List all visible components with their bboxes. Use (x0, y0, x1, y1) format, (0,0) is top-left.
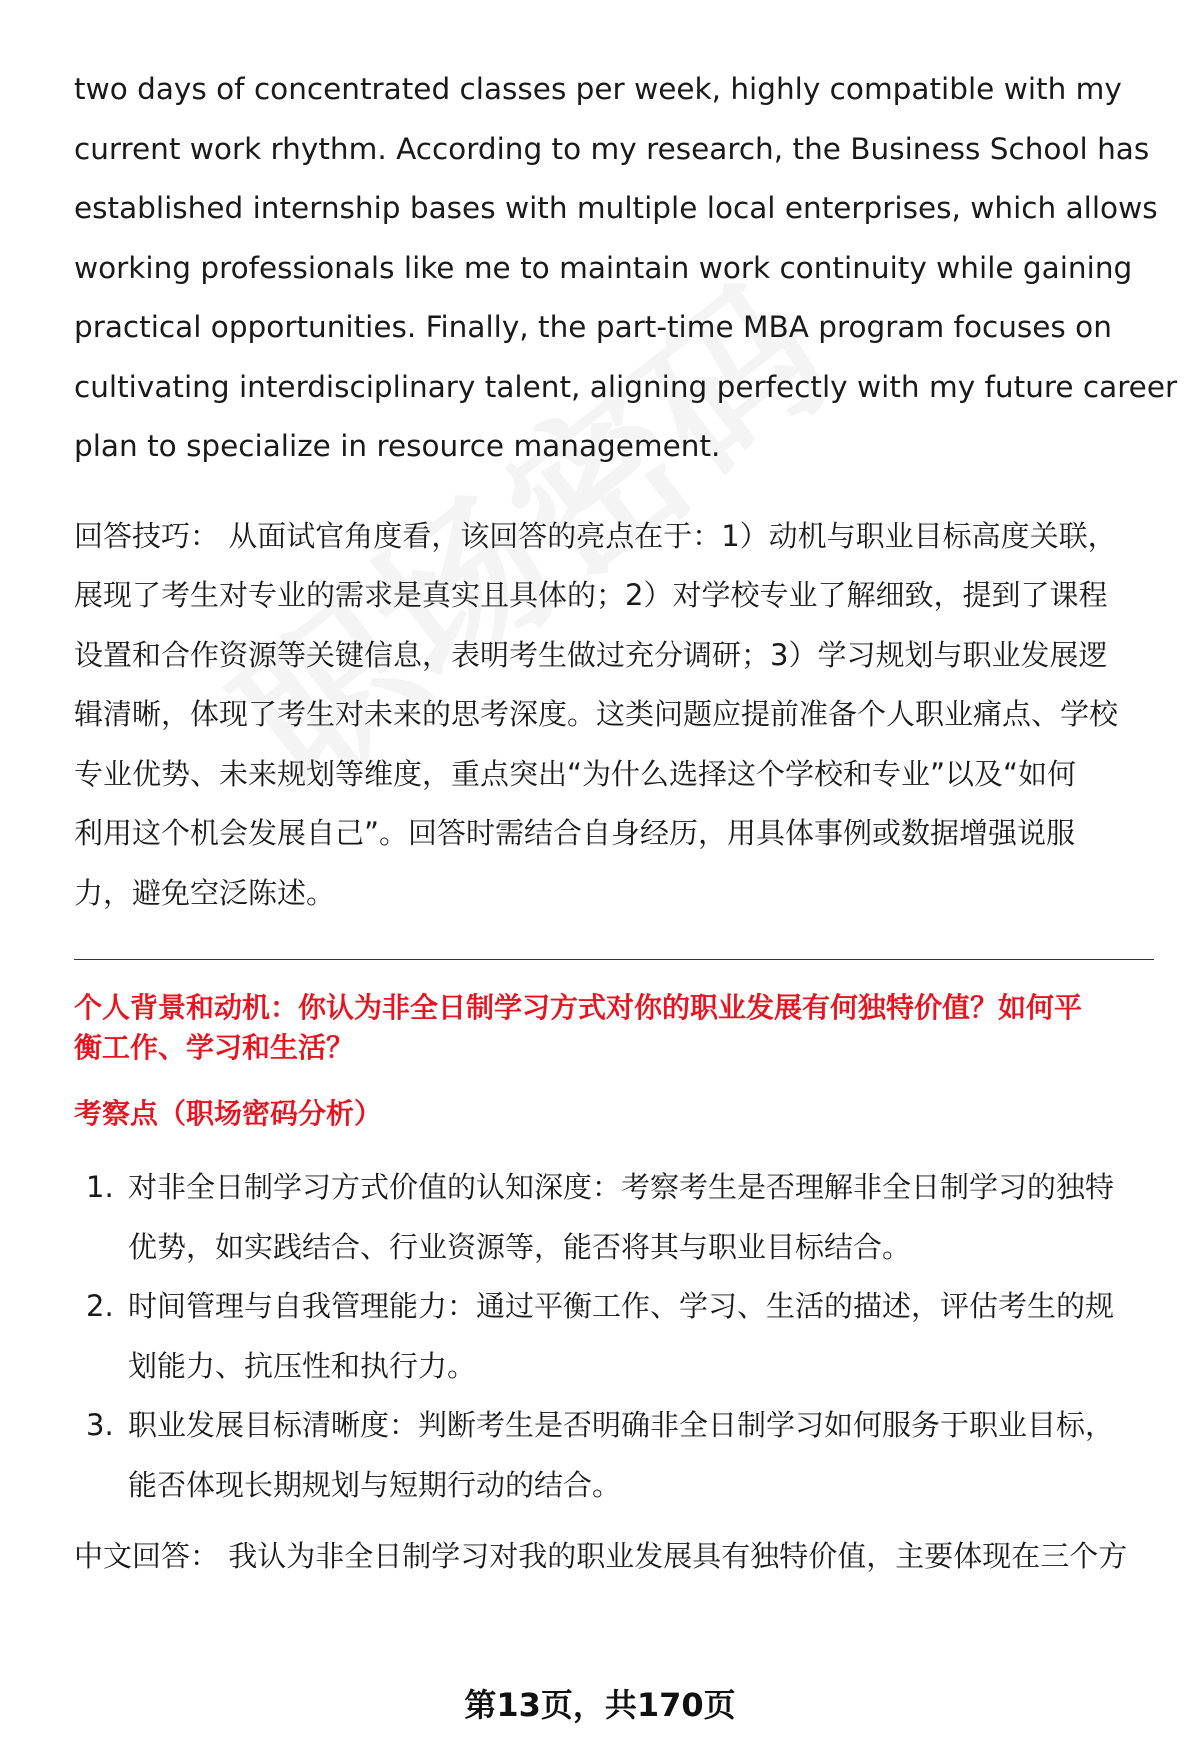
analysis-item (74, 1158, 1154, 1277)
question-line: 衡工作、学习和生活？ (74, 1031, 355, 1064)
english-line: two days of concentrated classes per week, highly compatible with my (74, 72, 1122, 106)
tip-label: 回答技巧： (74, 518, 220, 553)
item-line: 职业发展目标清晰度：判断考生是否明确非全日制学习如何服务于职业目标， (128, 1408, 1115, 1442)
tip-line: 专业优势、未来规划等维度，重点突出“为什么选择这个学校和专业”以及“如何 (74, 756, 1077, 791)
tip-line: 力，避免空泛陈述。 (74, 875, 336, 910)
english-line: cultivating interdisciplinary talent, aligning perfectly with my future career (74, 369, 1178, 404)
item-line: 时间管理与自我管理能力：通过平衡工作、学习、生活的描述，评估考生的规 (128, 1289, 1115, 1323)
english-line: practical opportunities. Finally, the part-time MBA program focuses on (74, 310, 1112, 344)
item-line: 能否体现长期规划与短期行动的结合。 (128, 1467, 622, 1502)
section-divider (74, 959, 1154, 960)
question-heading (74, 988, 1154, 1068)
english-line: current work rhythm. According to my research, the Business School has (74, 131, 1150, 166)
analysis-item (74, 1277, 1154, 1396)
answer-line (74, 1527, 1154, 1587)
answer-tip-paragraph (74, 507, 1154, 924)
analysis-item (74, 1396, 1154, 1515)
answer-label: 中文回答： (74, 1539, 220, 1573)
tip-line: 辑清晰，体现了考生对未来的思考深度。这类问题应提前准备个人职业痛点、学校 (74, 697, 1119, 731)
analysis-heading: 考察点（职场密码分析） (74, 1097, 383, 1130)
item-line: 划能力、抗压性和执行力。 (128, 1348, 477, 1383)
document-page (74, 60, 1178, 1587)
english-line: plan to specialize in resource management. (74, 429, 721, 463)
english-paragraph (74, 60, 1178, 477)
analysis-list (74, 1158, 1154, 1515)
item-line: 对非全日制学习方式价值的认知深度：考察考生是否理解非全日制学习的独特 (128, 1170, 1115, 1204)
item-number: 1. (86, 1170, 114, 1204)
item-line: 优势，如实践结合、行业资源等，能否将其与职业目标结合。 (128, 1229, 912, 1264)
tip-line: 展现了考生对专业的需求是真实且具体的；2）对学校专业了解细致，提到了课程 (74, 578, 1108, 612)
page-number-footer: 第13页，共170页 (464, 1686, 736, 1724)
tip-line: 利用这个机会发展自己”。回答时需结合自身经历，用具体事例或数据增强说服 (74, 816, 1076, 850)
english-line: established internship bases with multiple local enterprises, which allows (74, 191, 1158, 225)
english-line: working professionals like me to maintain work continuity while gaining (74, 250, 1133, 285)
tip-line (74, 507, 1154, 567)
tip-line: 设置和合作资源等关键信息，表明考生做过充分调研；3）学习规划与职业发展逻 (74, 637, 1108, 672)
answer-text: 我认为非全日制学习对我的职业发展具有独特价值，主要体现在三个方 (219, 1539, 1128, 1573)
item-number: 2. (86, 1289, 114, 1323)
chinese-answer-paragraph (74, 1527, 1154, 1587)
tip-text: 从面试官角度看，该回答的亮点在于：1）动机与职业目标高度关联， (219, 518, 1117, 553)
question-line: 个人背景和动机：你认为非全日制学习方式对你的职业发展有何独特价值？如何平 (74, 991, 1083, 1024)
item-number: 3. (86, 1408, 114, 1442)
